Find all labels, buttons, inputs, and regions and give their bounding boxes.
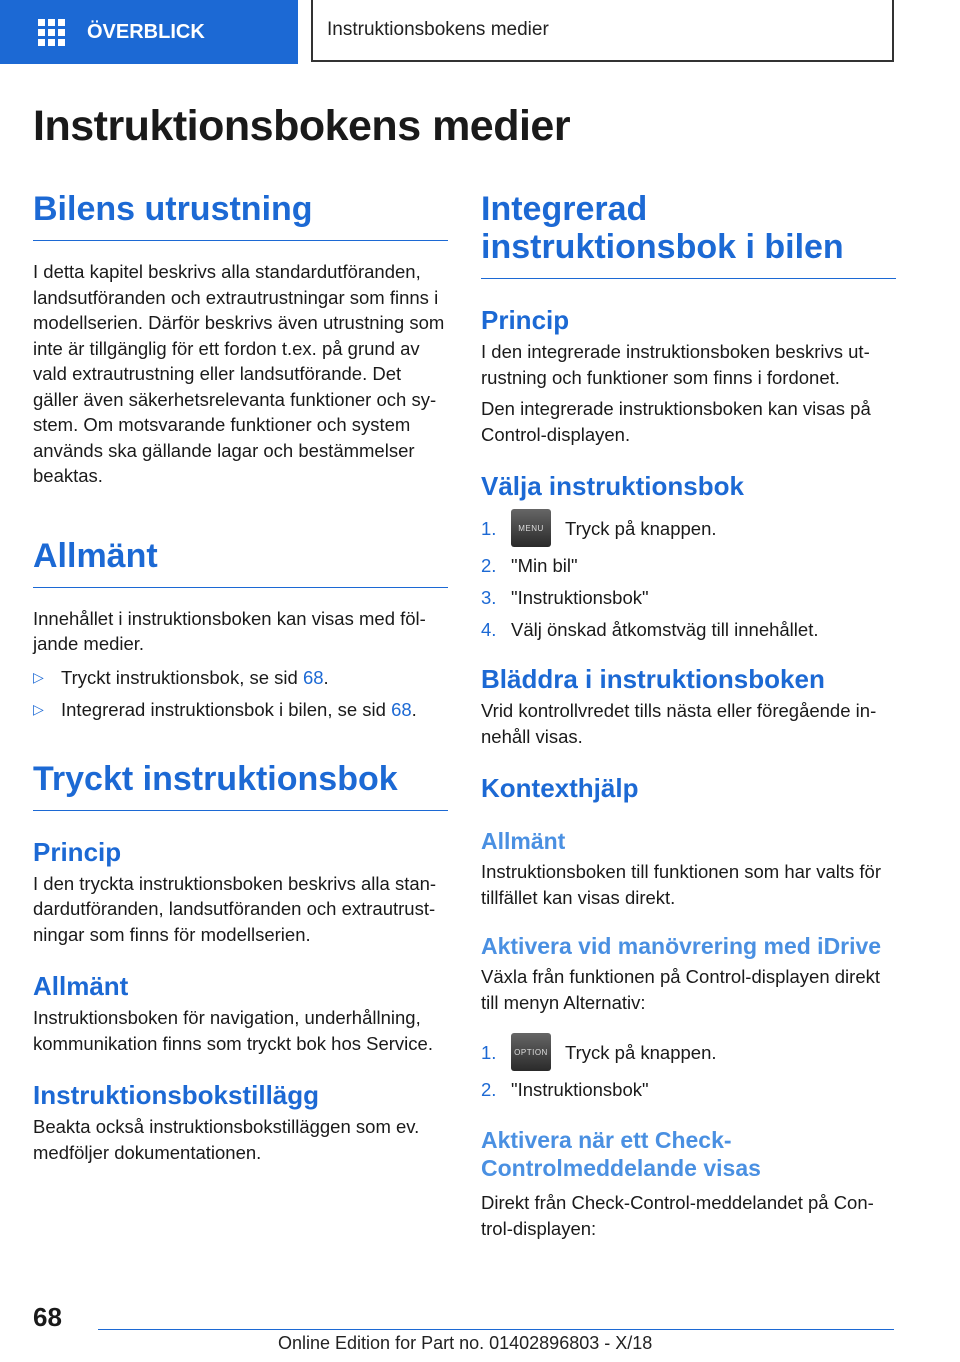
subheading-check-control: Aktivera när ett Check-Controlmeddelande visas	[481, 1127, 761, 1181]
chapter-label: Instruktionsbokens medier	[327, 19, 549, 40]
list-item: 1. OPTION Tryck på knappen.	[481, 1033, 896, 1071]
heading-bilens-utrustning: Bilens utrustning	[33, 190, 448, 241]
triangle-bullet-icon: ▷	[33, 700, 44, 717]
page-link[interactable]: 68	[302, 666, 324, 688]
steps-list	[481, 1033, 896, 1102]
subheading-kontext: Kontexthjälp	[481, 773, 639, 803]
list-item: 3. "Instruktionsbok"	[481, 587, 649, 608]
subheading-princip: Princip	[33, 836, 122, 867]
list-item: ▷ Integrerad instruktionsbok i bilen, se sid 68.	[33, 698, 417, 720]
list-item: 4. Välj önskad åtkomstväg till innehållet.	[481, 619, 819, 640]
triangle-bullet-icon: ▷	[33, 668, 44, 685]
section-label: ÖVERBLICK	[87, 20, 205, 43]
subheading-allmant: Allmänt	[33, 971, 129, 1001]
paragraph: Instruktionsboken till funktionen som har valts för tillfället kan visas direkt.	[481, 861, 881, 908]
list-item: 2. "Instruktionsbok"	[481, 1079, 649, 1100]
paragraph: I den tryckta instruktionsboken beskrivs alla standardutföranden, landsutföranden och extrautrustningar som finns för modellserien.	[33, 872, 437, 945]
footer-divider	[98, 1329, 894, 1330]
list-item: ▷ Tryckt instruktionsbok, se sid 68.	[33, 666, 329, 688]
page-number: 68	[33, 1302, 62, 1332]
subheading-bladdra: Bläddra i instruktionsboken	[481, 664, 825, 694]
paragraph: I detta kapitel beskrivs alla standardutföranden, landsutföranden och extrautrustningar som finns i modellserien. Därför beskrivs även utrustning som inte är tillgänglig för ett fordon t.ex. på grund av vald extrautrustning eller landsutförande. Det gäller även säkerhetsrelevanta funktioner och system. Om motsvarande funktioner och system används ska gällande lagar och bestämmelser beaktas.	[33, 261, 445, 486]
paragraph: Direkt från Check-Control-meddelandet på Control-displayen:	[481, 1192, 874, 1239]
menu-button-icon: MENU	[511, 509, 551, 547]
subheading-valja: Välja instruktionsbok	[481, 471, 744, 501]
paragraph: Den integrerade instruktionsboken kan visas på Control-displayen.	[481, 398, 871, 445]
list-item: 2. "Min bil"	[481, 555, 578, 576]
subheading-princip: Princip	[481, 305, 570, 335]
subheading-tillagg: Instruktionsbokstillägg	[33, 1080, 320, 1110]
media-list	[33, 665, 448, 722]
list-item: 1. MENU Tryck på knappen.	[481, 509, 896, 547]
subheading-idrive: Aktivera vid manövrering med iDrive	[481, 933, 882, 959]
paragraph: Innehållet i instruktionsboken kan visas med följande medier.	[33, 607, 426, 654]
left-column	[33, 190, 448, 1165]
heading-tryckt: Tryckt instruktionsbok	[33, 760, 448, 811]
option-button-icon: OPTION	[511, 1033, 551, 1071]
page-title: Instruktionsbokens medier	[33, 102, 571, 150]
subheading-kontext-allmant: Allmänt	[481, 828, 566, 854]
paragraph: Vrid kontrollvredet tills nästa eller föregående innehåll visas.	[481, 700, 877, 747]
chapter-header	[311, 0, 894, 62]
page-link[interactable]: 68	[391, 698, 412, 720]
steps-list	[481, 509, 896, 642]
paragraph: Instruktionsboken för navigation, underhållning, kommunikation finns som tryckt bok hos Service.	[33, 1007, 433, 1054]
paragraph: I den integrerade instruktionsboken beskrivs utrustning och funktioner som finns i fordonet.	[481, 341, 870, 388]
heading-integrerad: Integrerad instruktionsbok i bilen	[481, 190, 896, 279]
right-column	[481, 190, 896, 1241]
paragraph: Växla från funktionen på Control-displayen direkt till menyn Alternativ:	[481, 966, 881, 1013]
grid-icon	[38, 19, 65, 46]
footer-edition: Online Edition for Part no. 01402896803 - X/18	[278, 1333, 653, 1353]
paragraph: Beakta också instruktionsbokstilläggen som ev. medföljer dokumentationen.	[33, 1116, 420, 1163]
section-tab[interactable]	[0, 0, 298, 64]
heading-allmant: Allmänt	[33, 537, 448, 588]
